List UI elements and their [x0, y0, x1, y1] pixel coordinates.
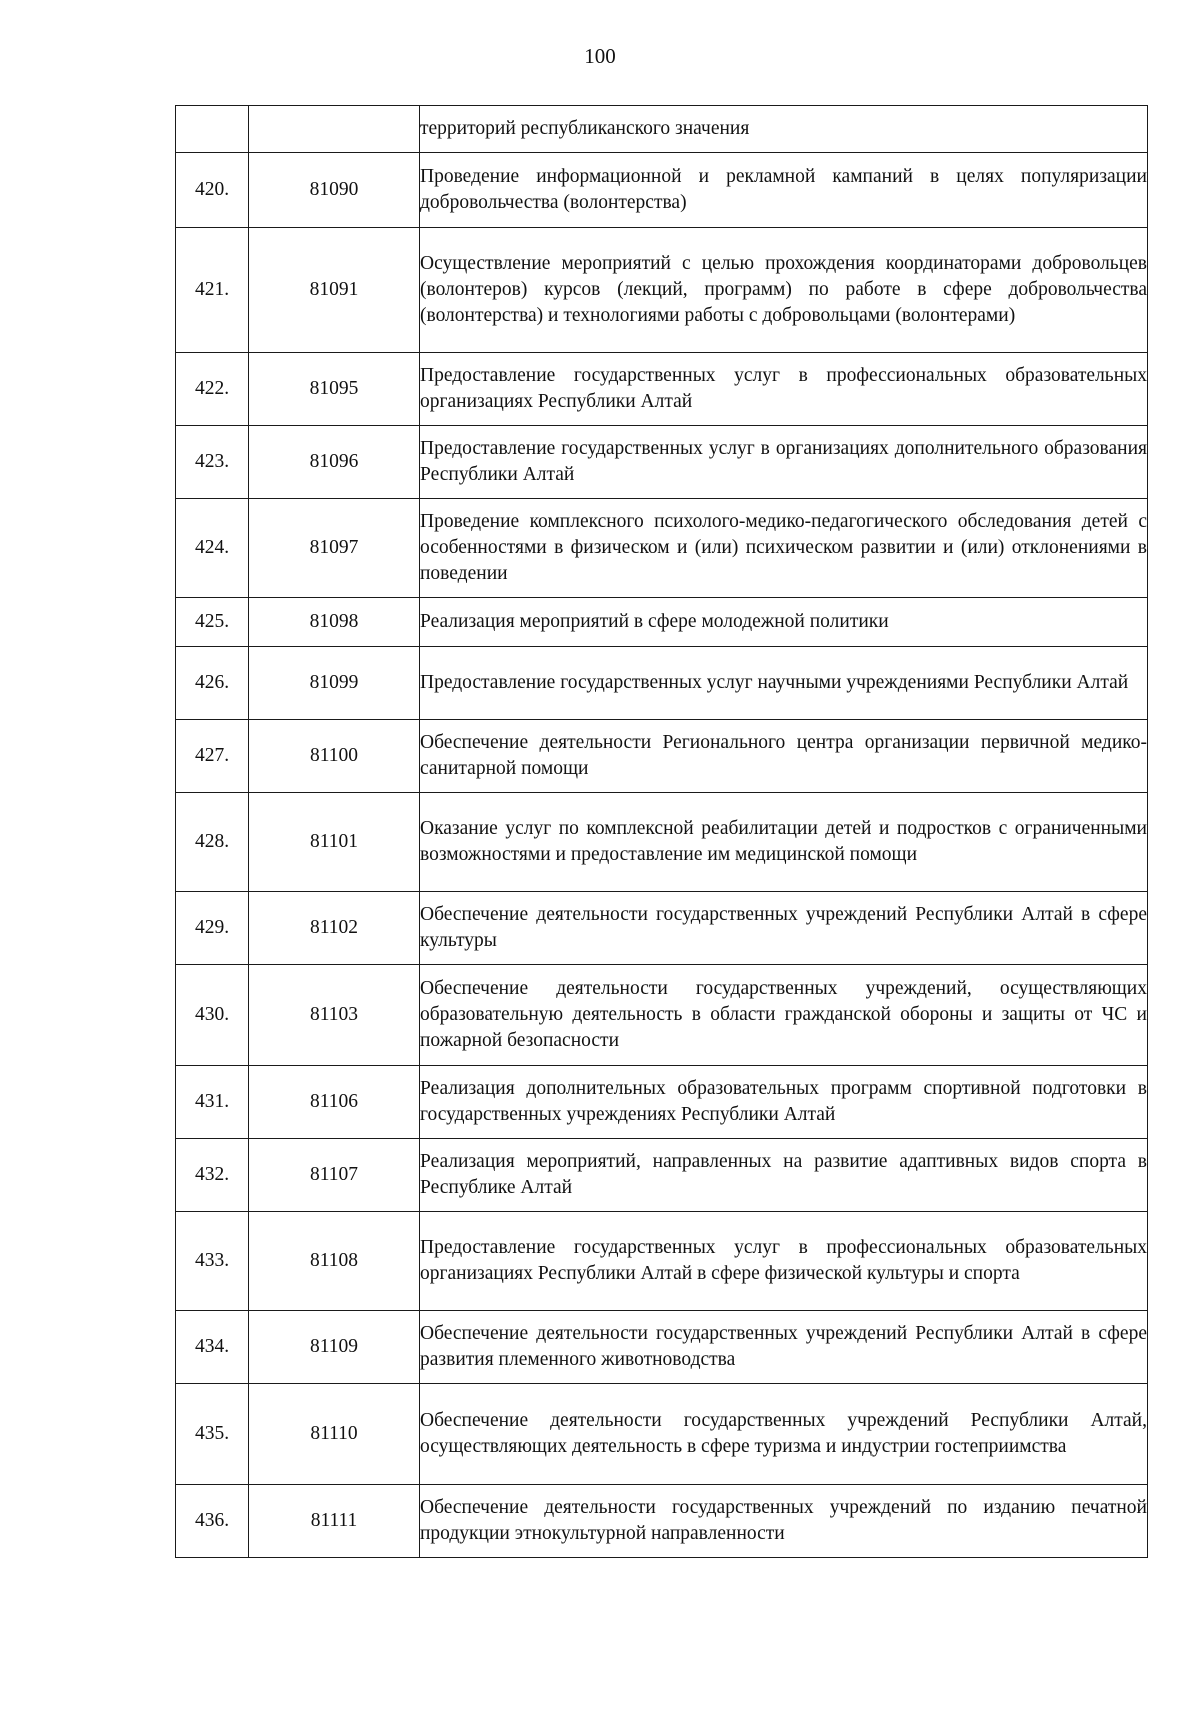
- row-name: Реализация дополнительных образовательных программ спортивной подготовки в государственных учреждениях Республики Алтай: [420, 1066, 1148, 1139]
- row-code: 81103: [249, 965, 420, 1066]
- table-row: [176, 1066, 1148, 1139]
- row-number: 435.: [176, 1384, 249, 1485]
- row-code: 81107: [249, 1139, 420, 1212]
- row-code: 81096: [249, 426, 420, 499]
- row-name: Обеспечение деятельности государственных учреждений Республики Алтай, осуществляющих деятельность в сфере туризма и индустрии гостеприимства: [420, 1384, 1148, 1485]
- table-row: [176, 1311, 1148, 1384]
- row-code: 81100: [249, 720, 420, 793]
- row-name: Предоставление государственных услуг в профессиональных образовательных организациях Республики Алтай в сфере физической культуры и спорта: [420, 1212, 1148, 1311]
- row-number: 436.: [176, 1485, 249, 1558]
- row-code: 81109: [249, 1311, 420, 1384]
- table-row: [176, 647, 1148, 720]
- row-code: [249, 106, 420, 153]
- row-name: Обеспечение деятельности государственных учреждений Республики Алтай в сфере культуры: [420, 892, 1148, 965]
- row-name: Обеспечение деятельности государственных учреждений по изданию печатной продукции этнокультурной направленности: [420, 1485, 1148, 1558]
- table-row: [176, 1384, 1148, 1485]
- table-row: [176, 720, 1148, 793]
- table-row: [176, 228, 1148, 353]
- row-name: Проведение информационной и рекламной кампаний в целях популяризации добровольчества (волонтерства): [420, 153, 1148, 228]
- table-row: [176, 353, 1148, 426]
- row-number: 428.: [176, 793, 249, 892]
- row-code: 81108: [249, 1212, 420, 1311]
- row-number: 429.: [176, 892, 249, 965]
- row-name: Предоставление государственных услуг в организациях дополнительного образования Республики Алтай: [420, 426, 1148, 499]
- row-number: 421.: [176, 228, 249, 353]
- row-number: 432.: [176, 1139, 249, 1212]
- row-code: 81101: [249, 793, 420, 892]
- registry-table-body: [176, 106, 1148, 1558]
- row-name: Обеспечение деятельности государственных учреждений Республики Алтай в сфере развития племенного животноводства: [420, 1311, 1148, 1384]
- row-number: 424.: [176, 499, 249, 598]
- registry-table: [175, 105, 1148, 1558]
- row-name: Предоставление государственных услуг в профессиональных образовательных организациях Республики Алтай: [420, 353, 1148, 426]
- table-row-continuation: [176, 106, 1148, 153]
- row-number: 434.: [176, 1311, 249, 1384]
- table-row: [176, 598, 1148, 647]
- row-number: 433.: [176, 1212, 249, 1311]
- row-name: Проведение комплексного психолого-медико-педагогического обследования детей с особенностями в физическом и (или) психическом развитии и (или) отклонениями в поведении: [420, 499, 1148, 598]
- row-code: 81110: [249, 1384, 420, 1485]
- row-code: 81111: [249, 1485, 420, 1558]
- table-row: [176, 1485, 1148, 1558]
- table-row: [176, 793, 1148, 892]
- row-code: 81097: [249, 499, 420, 598]
- row-number: 430.: [176, 965, 249, 1066]
- row-number: 422.: [176, 353, 249, 426]
- row-number: 420.: [176, 153, 249, 228]
- row-number: [176, 106, 249, 153]
- table-row: [176, 1139, 1148, 1212]
- table-row: [176, 1212, 1148, 1311]
- row-code: 81106: [249, 1066, 420, 1139]
- row-code: 81091: [249, 228, 420, 353]
- row-name: Обеспечение деятельности государственных учреждений, осуществляющих образовательную деятельность в области гражданской обороны и защиты от ЧС и пожарной безопасности: [420, 965, 1148, 1066]
- row-name: Реализация мероприятий, направленных на развитие адаптивных видов спорта в Республике Алтай: [420, 1139, 1148, 1212]
- row-number: 423.: [176, 426, 249, 499]
- row-number: 426.: [176, 647, 249, 720]
- row-number: 427.: [176, 720, 249, 793]
- table-row: [176, 153, 1148, 228]
- row-number: 431.: [176, 1066, 249, 1139]
- row-name: Оказание услуг по комплексной реабилитации детей и подростков с ограниченными возможностями и предоставление им медицинской помощи: [420, 793, 1148, 892]
- table-row: [176, 965, 1148, 1066]
- row-code: 81098: [249, 598, 420, 647]
- table-row: [176, 499, 1148, 598]
- table-row: [176, 426, 1148, 499]
- row-name: Реализация мероприятий в сфере молодежной политики: [420, 598, 1148, 647]
- table-row: [176, 892, 1148, 965]
- row-name: территорий республиканского значения: [420, 106, 1148, 153]
- row-name: Осуществление мероприятий с целью прохождения координаторами добровольцев (волонтеров) курсов (лекций, программ) по работе в сфере добровольчества (волонтерства) и технологиями работы с добровольцами (волонтерами): [420, 228, 1148, 353]
- row-number: 425.: [176, 598, 249, 647]
- row-code: 81102: [249, 892, 420, 965]
- row-name: Предоставление государственных услуг научными учреждениями Республики Алтай: [420, 647, 1148, 720]
- row-code: 81090: [249, 153, 420, 228]
- row-name: Обеспечение деятельности Регионального центра организации первичной медико-санитарной помощи: [420, 720, 1148, 793]
- page-number: 100: [584, 44, 616, 68]
- row-code: 81099: [249, 647, 420, 720]
- row-code: 81095: [249, 353, 420, 426]
